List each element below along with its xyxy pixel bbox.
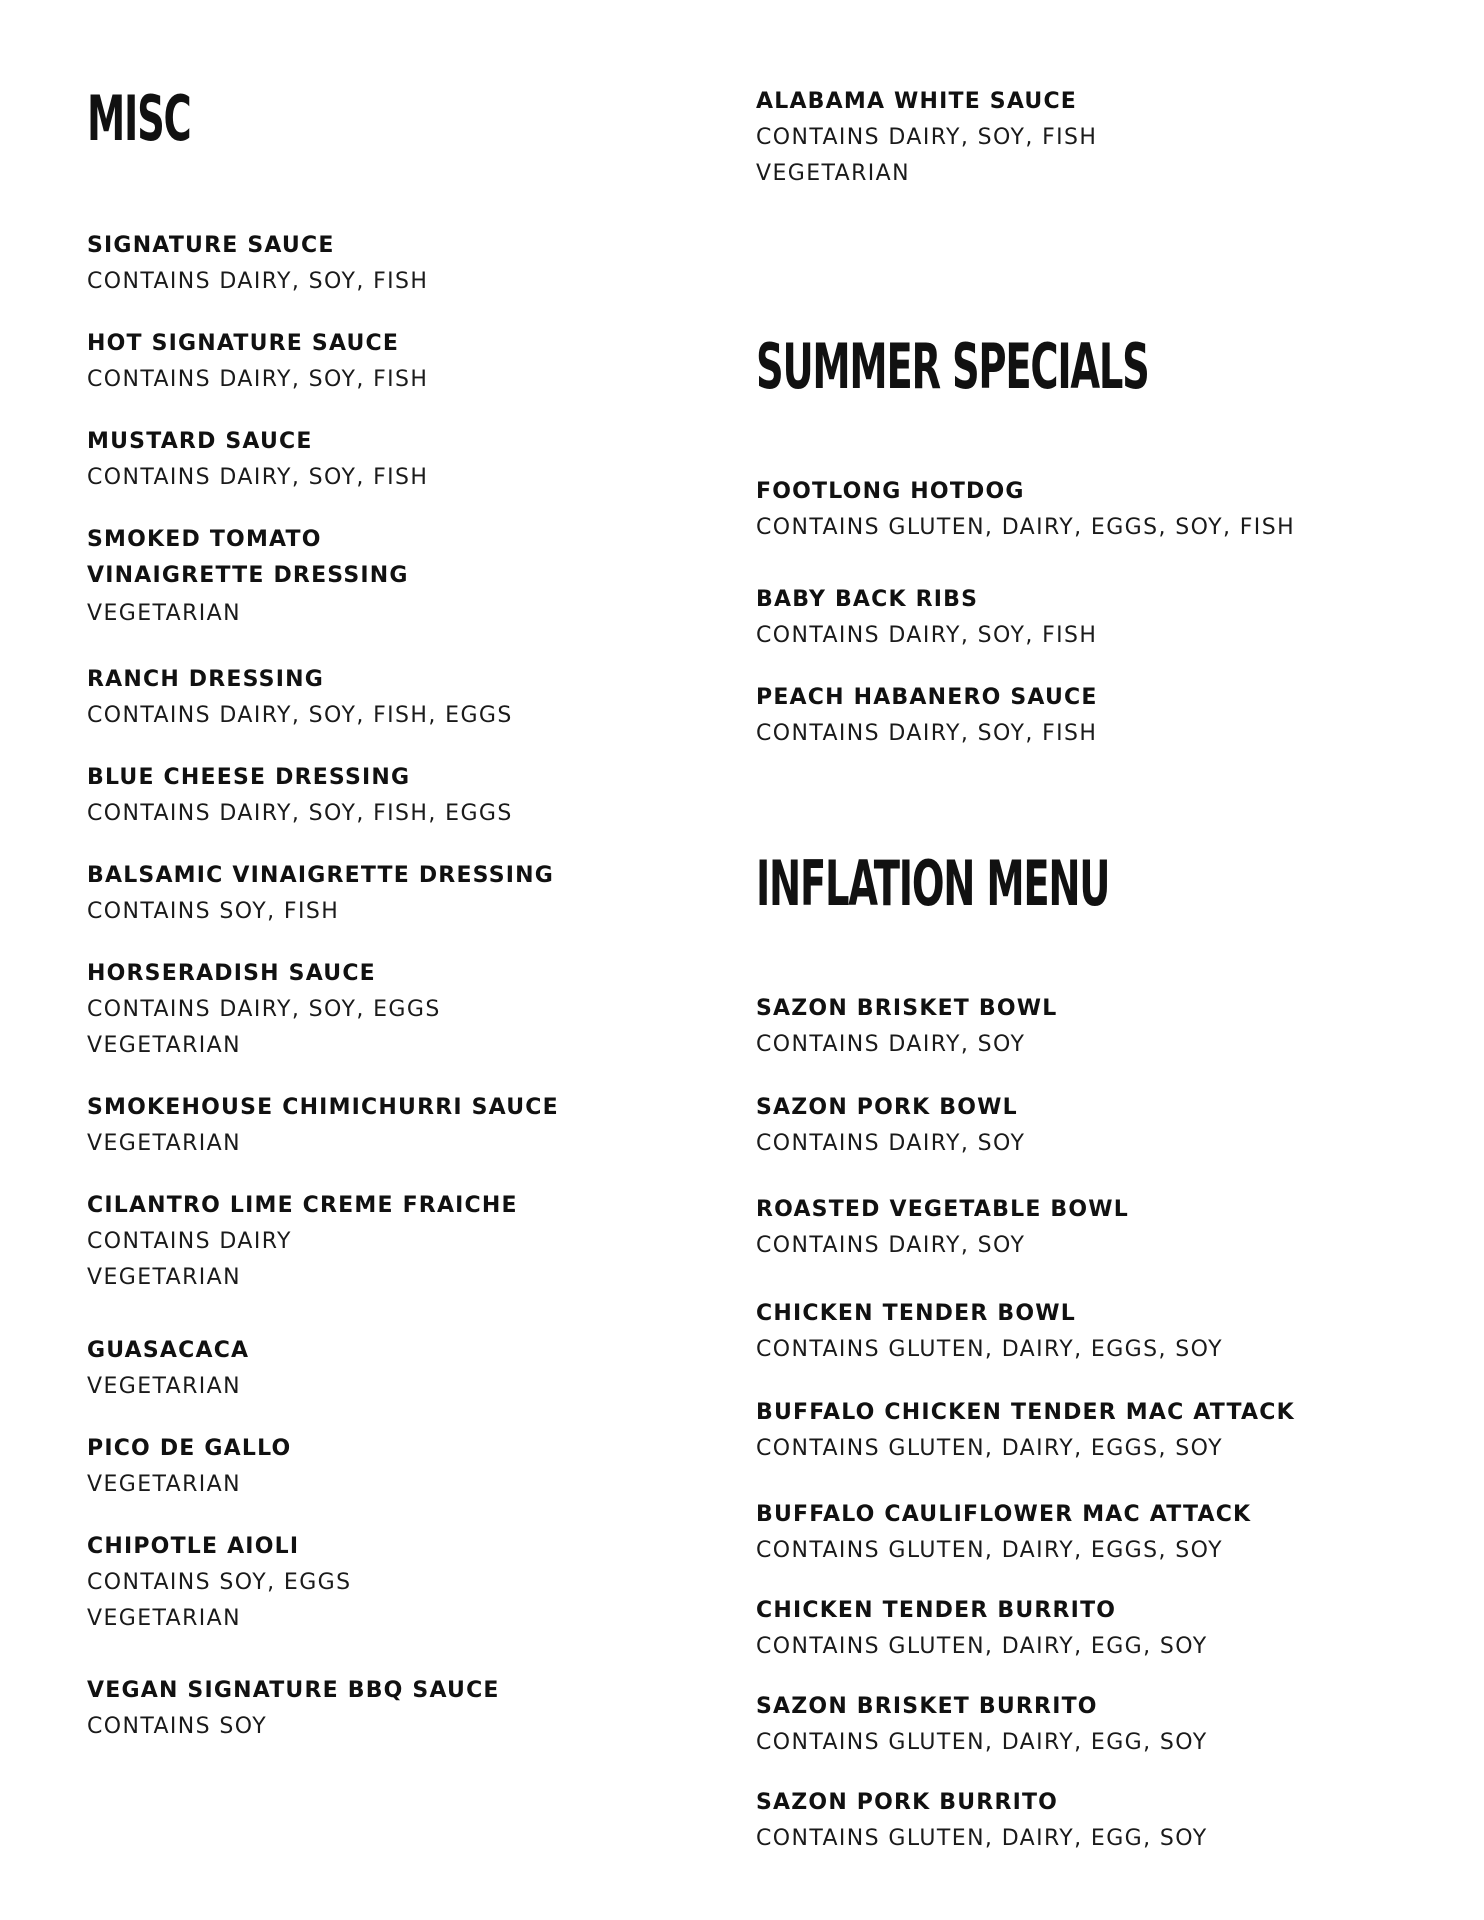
item-name: HOT SIGNATURE SAUCE <box>87 331 400 356</box>
item-detail: VEGETARIAN <box>87 1472 241 1497</box>
item-detail: CONTAINS DAIRY, SOY, FISH, EGGS <box>87 801 513 826</box>
item-detail: CONTAINS GLUTEN, DAIRY, EGG, SOY <box>756 1826 1208 1851</box>
menu-item <box>87 956 441 1064</box>
item-detail: CONTAINS GLUTEN, DAIRY, EGGS, SOY <box>756 1337 1223 1362</box>
item-name: CHIPOTLE AIOLI <box>87 1534 300 1559</box>
item-detail: CONTAINS DAIRY, SOY, FISH <box>87 269 429 294</box>
menu-item <box>756 1296 1223 1368</box>
item-name: BALSAMIC VINAIGRETTE DRESSING <box>87 863 555 888</box>
menu-item <box>87 1529 351 1637</box>
item-name: ALABAMA WHITE SAUCE <box>756 89 1078 114</box>
menu-item <box>87 1431 291 1503</box>
item-detail: CONTAINS GLUTEN, DAIRY, EGGS, SOY, FISH <box>756 515 1296 540</box>
item-detail: CONTAINS DAIRY, SOY, FISH, EGGS <box>87 703 513 728</box>
item-name: SAZON BRISKET BOWL <box>756 996 1058 1021</box>
menu-item <box>756 1395 1295 1467</box>
item-name: RANCH DRESSING <box>87 667 324 692</box>
inflation-menu-heading: INFLATION MENU <box>756 847 1110 920</box>
item-detail: VEGETARIAN <box>87 1131 241 1156</box>
menu-item <box>756 1689 1208 1761</box>
menu-item <box>756 1785 1208 1857</box>
item-detail: CONTAINS DAIRY, SOY, FISH <box>756 721 1098 746</box>
menu-item <box>87 522 409 632</box>
item-name-line2: VINAIGRETTE DRESSING <box>87 563 409 588</box>
item-detail: CONTAINS DAIRY, SOY, FISH <box>87 367 429 392</box>
menu-item <box>87 424 428 496</box>
item-detail: CONTAINS GLUTEN, DAIRY, EGGS, SOY <box>756 1436 1223 1461</box>
menu-item <box>87 760 513 832</box>
menu-item <box>756 680 1098 752</box>
item-name: BLUE CHEESE DRESSING <box>87 765 411 790</box>
item-detail: CONTAINS GLUTEN, DAIRY, EGG, SOY <box>756 1730 1208 1755</box>
item-name: CHICKEN TENDER BURRITO <box>756 1598 1117 1623</box>
menu-item <box>87 1188 518 1296</box>
item-detail: CONTAINS GLUTEN, DAIRY, EGG, SOY <box>756 1634 1208 1659</box>
item-name: PICO DE GALLO <box>87 1436 292 1461</box>
item-detail: CONTAINS SOY, FISH <box>87 899 340 924</box>
item-name: VEGAN SIGNATURE BBQ SAUCE <box>87 1678 500 1703</box>
item-name: ROASTED VEGETABLE BOWL <box>756 1197 1129 1222</box>
item-name: CHICKEN TENDER BOWL <box>756 1301 1076 1326</box>
item-detail: CONTAINS SOY <box>87 1714 268 1739</box>
item-detail: CONTAINS DAIRY <box>87 1229 292 1254</box>
menu-item <box>87 1673 500 1745</box>
item-detail: CONTAINS GLUTEN, DAIRY, EGGS, SOY <box>756 1538 1223 1563</box>
item-name: HORSERADISH SAUCE <box>87 961 376 986</box>
item-detail: CONTAINS DAIRY, SOY, FISH <box>87 465 429 490</box>
item-name: SAZON PORK BURRITO <box>756 1790 1059 1815</box>
menu-item <box>87 1090 559 1162</box>
misc-heading: MISC <box>87 82 191 155</box>
menu-item <box>756 474 1295 546</box>
item-detail: CONTAINS SOY, EGGS <box>87 1570 352 1595</box>
menu-item <box>756 991 1057 1063</box>
item-name: SMOKEHOUSE CHIMICHURRI SAUCE <box>87 1095 559 1120</box>
item-detail: VEGETARIAN <box>87 1033 241 1058</box>
menu-item <box>87 228 428 300</box>
item-name: SIGNATURE SAUCE <box>87 233 335 258</box>
item-detail: VEGETARIAN <box>87 1606 241 1631</box>
item-name: BABY BACK RIBS <box>756 587 979 612</box>
item-detail: VEGETARIAN <box>87 601 241 626</box>
item-detail: VEGETARIAN <box>87 1265 241 1290</box>
menu-item <box>756 582 1097 654</box>
menu-item <box>756 1497 1251 1569</box>
item-name: BUFFALO CAULIFLOWER MAC ATTACK <box>756 1502 1252 1527</box>
item-detail: VEGETARIAN <box>756 161 910 186</box>
menu-item <box>87 858 554 930</box>
menu-item <box>756 84 1097 192</box>
item-name: FOOTLONG HOTDOG <box>756 479 1025 504</box>
item-detail: CONTAINS DAIRY, SOY, EGGS <box>87 997 441 1022</box>
item-detail: VEGETARIAN <box>87 1374 241 1399</box>
menu-item <box>87 326 428 398</box>
menu-item <box>756 1192 1129 1264</box>
summer-specials-heading: SUMMER SPECIALS <box>756 330 1149 403</box>
menu-item <box>756 1090 1025 1162</box>
item-name: SAZON PORK BOWL <box>756 1095 1018 1120</box>
item-detail: CONTAINS DAIRY, SOY <box>756 1131 1026 1156</box>
item-detail: CONTAINS DAIRY, SOY <box>756 1032 1026 1057</box>
item-name: BUFFALO CHICKEN TENDER MAC ATTACK <box>756 1400 1295 1425</box>
item-name: GUASACACA <box>87 1338 250 1363</box>
item-name: SAZON BRISKET BURRITO <box>756 1694 1098 1719</box>
menu-item <box>87 1333 249 1405</box>
menu-item <box>87 662 513 734</box>
item-name: SMOKED TOMATO <box>87 527 322 552</box>
item-name: PEACH HABANERO SAUCE <box>756 685 1098 710</box>
item-detail: CONTAINS DAIRY, SOY, FISH <box>756 623 1098 648</box>
item-detail: CONTAINS DAIRY, SOY, FISH <box>756 125 1098 150</box>
item-detail: CONTAINS DAIRY, SOY <box>756 1233 1026 1258</box>
menu-item <box>756 1593 1208 1665</box>
item-name: CILANTRO LIME CREME FRAICHE <box>87 1193 518 1218</box>
item-name: MUSTARD SAUCE <box>87 429 313 454</box>
